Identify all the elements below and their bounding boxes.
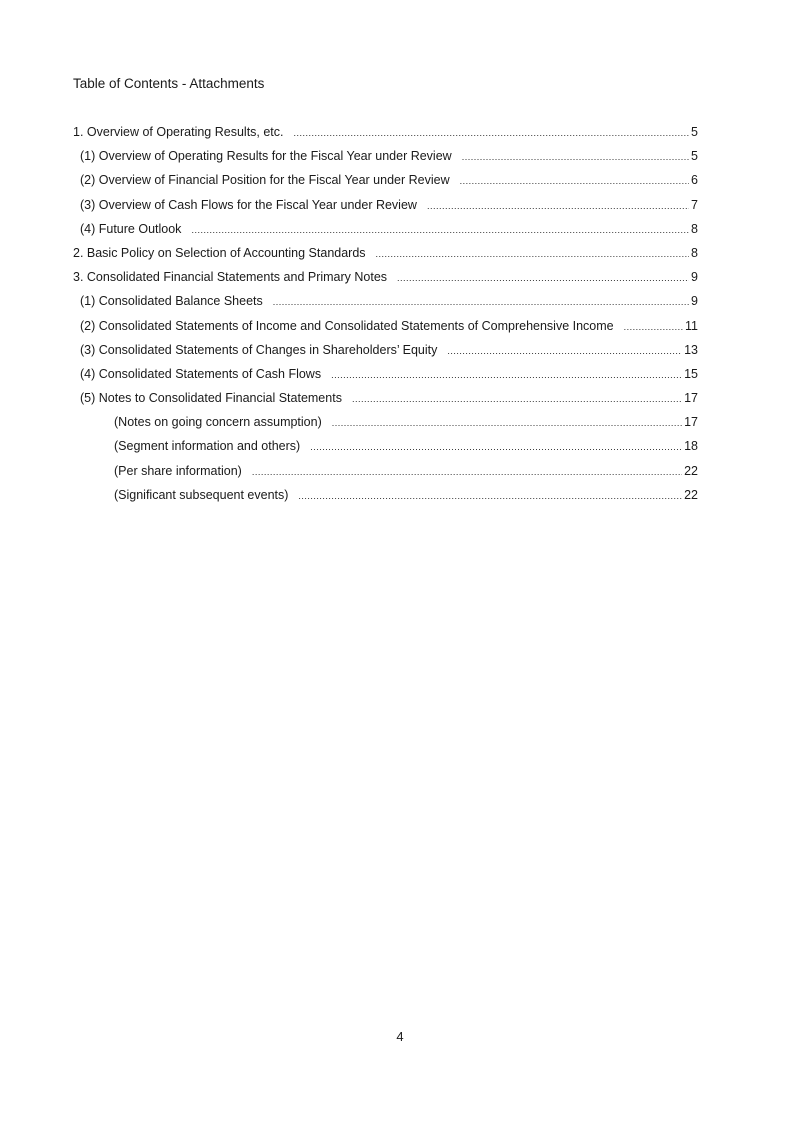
toc-entry-page: 11 bbox=[685, 318, 698, 333]
toc-dot-leader bbox=[624, 319, 683, 335]
toc-entry-label: (Significant subsequent events) bbox=[114, 487, 289, 502]
toc-entry-label: 3. Consolidated Financial Statements and Primary Notes bbox=[73, 270, 388, 285]
toc-entry[interactable] bbox=[73, 463, 698, 487]
toc-dot-leader bbox=[310, 439, 682, 455]
toc-entry-label: (5) Notes to Consolidated Financial Statements bbox=[80, 391, 342, 406]
toc-entry-label: (4) Future Outlook bbox=[80, 221, 182, 236]
toc-entry[interactable] bbox=[73, 124, 698, 148]
toc-entry-page: 17 bbox=[684, 391, 698, 406]
toc-entry[interactable] bbox=[73, 390, 698, 414]
page-number: 4 bbox=[396, 1029, 404, 1044]
toc-entry[interactable] bbox=[73, 342, 698, 366]
toc-entry-page: 15 bbox=[684, 366, 698, 381]
toc-entry-label: (2) Consolidated Statements of Income and Consolidated Statements of Comprehensive Income bbox=[80, 318, 614, 333]
toc-entry-page: 17 bbox=[684, 415, 698, 430]
toc-entry-label: (Notes on going concern assumption) bbox=[114, 415, 322, 430]
toc-entry[interactable] bbox=[73, 438, 698, 462]
toc-entry[interactable] bbox=[73, 414, 698, 438]
toc-dot-leader bbox=[273, 294, 689, 310]
toc-entry[interactable] bbox=[73, 293, 698, 317]
toc-entry-label: (3) Consolidated Statements of Changes in Shareholders’ Equity bbox=[80, 342, 438, 357]
toc-entry-label: (1) Overview of Operating Results for the Fiscal Year under Review bbox=[80, 149, 452, 164]
toc-entry[interactable] bbox=[73, 269, 698, 293]
page-title: Table of Contents - Attachments bbox=[73, 76, 265, 91]
toc-entry-label: (Per share information) bbox=[114, 463, 242, 478]
toc-entry-label: 1. Overview of Operating Results, etc. bbox=[73, 125, 284, 139]
toc-dot-leader bbox=[376, 246, 690, 262]
toc-entry-label: (3) Overview of Cash Flows for the Fiscal Year under Review bbox=[80, 197, 417, 212]
toc-entry-page: 5 bbox=[691, 125, 698, 139]
toc-entry[interactable] bbox=[73, 172, 698, 196]
toc-dot-leader bbox=[462, 149, 689, 165]
toc-entry-page: 22 bbox=[684, 463, 698, 478]
toc-entry[interactable] bbox=[73, 487, 698, 511]
toc-dot-leader bbox=[460, 173, 689, 189]
toc-entry[interactable] bbox=[73, 221, 698, 245]
toc-entry-page: 13 bbox=[684, 342, 698, 357]
toc-entry-page: 18 bbox=[684, 439, 698, 454]
toc-dot-leader bbox=[352, 391, 682, 407]
toc-entry-label: (2) Overview of Financial Position for the Fiscal Year under Review bbox=[80, 173, 450, 188]
toc-entry-page: 8 bbox=[691, 245, 698, 260]
table-of-contents bbox=[73, 124, 698, 511]
toc-entry-label: (Segment information and others) bbox=[114, 439, 301, 454]
toc-dot-leader bbox=[294, 125, 690, 141]
toc-entry[interactable] bbox=[73, 197, 698, 221]
toc-entry-label: (4) Consolidated Statements of Cash Flows bbox=[80, 366, 322, 381]
toc-dot-leader bbox=[447, 343, 682, 359]
toc-entry-label: (1) Consolidated Balance Sheets bbox=[80, 294, 263, 309]
toc-dot-leader bbox=[191, 222, 689, 238]
toc-dot-leader bbox=[332, 415, 682, 431]
toc-entry-page: 5 bbox=[691, 149, 698, 164]
toc-dot-leader bbox=[252, 464, 682, 480]
toc-entry-page: 9 bbox=[691, 294, 698, 309]
toc-dot-leader bbox=[298, 488, 682, 504]
toc-dot-leader bbox=[397, 270, 689, 286]
toc-entry-page: 7 bbox=[691, 197, 698, 212]
toc-entry[interactable] bbox=[73, 245, 698, 269]
toc-entry-page: 22 bbox=[684, 487, 698, 502]
toc-entry-label: 2. Basic Policy on Selection of Accounting Standards bbox=[73, 245, 366, 260]
toc-entry[interactable] bbox=[73, 318, 698, 342]
toc-entry[interactable] bbox=[73, 148, 698, 172]
toc-dot-leader bbox=[427, 198, 689, 214]
toc-entry-page: 9 bbox=[691, 270, 698, 285]
toc-dot-leader bbox=[331, 367, 682, 383]
toc-entry[interactable] bbox=[73, 366, 698, 390]
toc-entry-page: 6 bbox=[691, 173, 698, 188]
toc-entry-page: 8 bbox=[691, 221, 698, 236]
